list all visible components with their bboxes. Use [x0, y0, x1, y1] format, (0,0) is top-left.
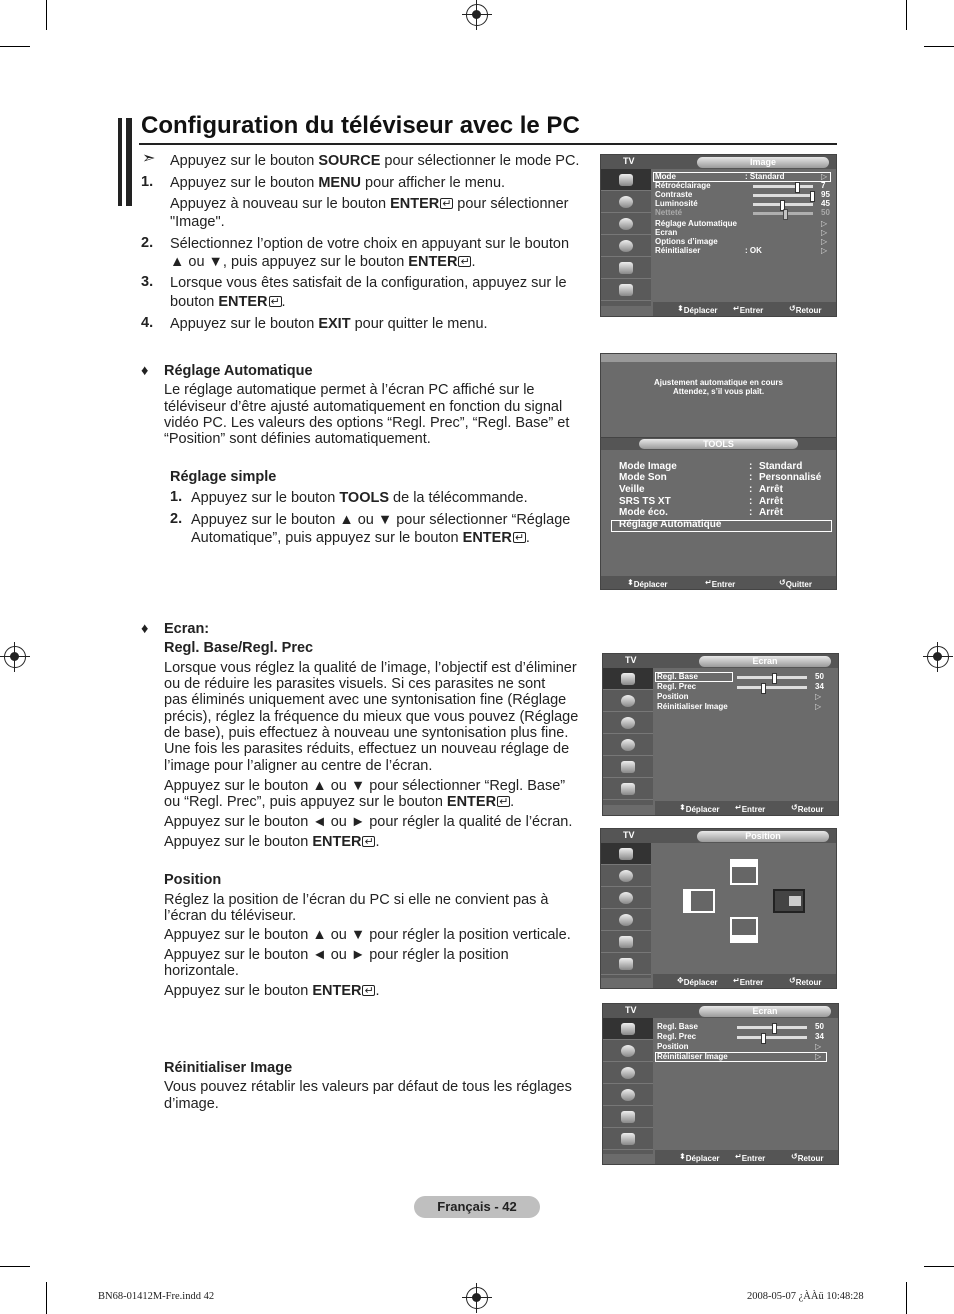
section-heading: Ecran:	[164, 621, 210, 637]
sidebar-item-channel[interactable]	[601, 213, 651, 235]
step-text: Appuyez sur le bouton MENU pour afficher le menu.	[170, 175, 506, 191]
return-hint: ↺ Retour	[791, 1152, 824, 1163]
enter-key-icon	[513, 532, 526, 543]
return-hint: ↺ Retour	[789, 976, 822, 987]
arrow-right-icon: ▷	[815, 702, 822, 711]
input-icon	[619, 936, 633, 948]
paragraph-line: l’écran du téléviseur.	[164, 908, 297, 924]
position-right-box[interactable]	[773, 889, 805, 913]
sidebar-item-sound[interactable]	[603, 690, 653, 712]
step-number: 1.	[141, 174, 154, 190]
sidebar-item-input[interactable]	[601, 931, 651, 953]
brightness-slider[interactable]	[753, 203, 813, 206]
step-text: "Image".	[170, 214, 225, 230]
sound-icon	[619, 870, 633, 882]
bullet-icon: ♦	[141, 621, 149, 637]
menu-item-screen[interactable]: Ecran	[655, 228, 678, 237]
sidebar-item-setup[interactable]	[601, 235, 651, 257]
paragraph-line: Vous pouvez rétablir les valeurs par défaut de tous les réglages	[164, 1079, 572, 1095]
slug-filename: BN68-01412M-Fre.indd 42	[98, 1291, 215, 1302]
move-hint: ⬍ Déplacer	[679, 803, 720, 814]
tools-item[interactable]: Mode éco. : Arrêt	[619, 507, 783, 518]
enter-key-icon	[362, 985, 375, 996]
return-hint: ↺ Retour	[791, 803, 824, 814]
subsection-heading: Réinitialiser Image	[164, 1060, 293, 1076]
sidebar-item-app[interactable]	[603, 1128, 653, 1150]
coarse-slider[interactable]	[737, 676, 807, 679]
arrow-up-icon	[730, 859, 758, 867]
paragraph-line: “Position” sont définies automatiquement.	[164, 431, 431, 447]
paragraph-line: Le réglage automatique permet à l’écran PC affiché sur le	[164, 382, 535, 398]
arrow-right-icon: ▷	[821, 172, 828, 181]
enter-key-icon	[458, 256, 471, 267]
paragraph-line: Appuyez sur le bouton ▲ ou ▼ pour sélectionner “Regl. Base”	[164, 778, 566, 794]
page-number-badge: Français - 42	[414, 1196, 540, 1218]
sidebar-item-channel[interactable]	[603, 712, 653, 734]
paragraph-line: Une fois les parasites réduits, effectuez un nouveau réglage de	[164, 741, 570, 757]
sound-icon	[621, 695, 635, 707]
sound-icon	[619, 196, 633, 208]
subsection-heading: Réglage simple	[170, 469, 277, 485]
crop-mark	[46, 1282, 47, 1314]
picture-icon	[621, 1023, 635, 1035]
menu-item-coarse[interactable]: Regl. Base 50	[657, 672, 824, 681]
gear-icon	[621, 739, 635, 751]
menu-title: Ecran	[699, 656, 831, 667]
position-down-box[interactable]	[730, 917, 758, 943]
menu-sidebar	[601, 843, 651, 978]
sidebar-item-setup[interactable]	[601, 909, 651, 931]
tv-screen-menu-reset	[602, 1003, 839, 1165]
sidebar-item-input[interactable]	[603, 1106, 653, 1128]
sidebar-item-picture[interactable]	[601, 169, 651, 191]
sidebar-item-input[interactable]	[603, 756, 653, 778]
menu-title: Image	[697, 157, 829, 168]
step-text: ▲ ou ▼, puis appuyez sur le bouton ENTER↵ .	[170, 253, 475, 271]
registration-mark-icon	[927, 646, 949, 668]
sharpness-slider	[753, 212, 813, 215]
menu-item-contrast[interactable]: Contraste 95	[655, 190, 830, 199]
menu-footer	[653, 974, 836, 988]
paragraph-line: l’image pour l’aligner au centre de l’écran.	[164, 758, 433, 774]
section-heading: Réglage Automatique	[164, 363, 313, 379]
enter-hint: ↵ Entrer	[705, 578, 736, 589]
sidebar-item-setup[interactable]	[603, 734, 653, 756]
menu-sidebar	[603, 1018, 653, 1154]
step-number: 3.	[141, 274, 154, 290]
progress-wait-message: Attendez, s’il vous plaît.	[672, 387, 765, 396]
menu-item-reset-image[interactable]: Réinitialiser Image	[657, 702, 728, 711]
arrow-right-icon: ▷	[821, 237, 828, 246]
menu-item-brightness[interactable]: Luminosité 45	[655, 199, 830, 208]
tools-item[interactable]: Mode Image : Standard	[619, 461, 803, 472]
paragraph-line: Appuyez sur le bouton ENTER↵ .	[164, 833, 380, 851]
step-text: Automatique”, puis appuyez sur le bouton ENTER↵ .	[191, 529, 530, 547]
application-icon	[619, 284, 633, 296]
arrow-down-icon	[730, 935, 758, 943]
sidebar-item-input[interactable]	[601, 257, 651, 279]
tools-item-auto-adjust[interactable]: Réglage Automatique	[619, 519, 722, 530]
sidebar-item-picture[interactable]	[603, 668, 653, 690]
gear-icon	[619, 914, 633, 926]
crop-mark	[0, 46, 30, 47]
arrow-right-icon: ▷	[815, 1042, 822, 1051]
sidebar-item-app[interactable]	[601, 279, 651, 301]
arrow-right-icon: ▷	[821, 228, 828, 237]
backlight-slider[interactable]	[753, 185, 813, 188]
arrow-right-icon: ▷	[815, 692, 822, 701]
menu-footer	[653, 302, 836, 316]
step-number: 4.	[141, 315, 154, 331]
move-hint: ⬍ Déplacer	[627, 578, 668, 589]
sidebar-item-setup[interactable]	[603, 1084, 653, 1106]
sidebar-item-app[interactable]	[603, 778, 653, 800]
contrast-slider[interactable]	[753, 194, 813, 197]
menu-title: Ecran	[699, 1006, 831, 1017]
tv-label: TV	[623, 156, 635, 166]
arrow-left-icon	[683, 889, 691, 913]
enter-key-icon	[269, 296, 282, 307]
enter-hint: ↵ Entrer	[735, 1152, 766, 1163]
enter-key-icon	[497, 796, 510, 807]
sidebar-item-channel[interactable]	[601, 887, 651, 909]
menu-item-auto-adjust[interactable]: Réglage Automatique	[655, 219, 737, 228]
menu-item-backlight[interactable]: Rétroéclairage 7	[655, 181, 826, 190]
menu-footer	[655, 801, 838, 815]
position-left-box[interactable]	[683, 889, 715, 913]
move-hint: ✥ Déplacer	[677, 976, 718, 987]
intro-note: Appuyez sur le bouton SOURCE pour sélectionner le mode PC.	[170, 153, 580, 169]
step-number: 2.	[141, 235, 154, 251]
paragraph-line: Appuyez sur le bouton ◄ ou ► pour régler la position	[164, 947, 509, 963]
tools-menu-screen	[600, 437, 837, 590]
progress-topbar	[601, 354, 836, 362]
step-text: Lorsque vous êtes satisfait de la configuration, appuyez sur le	[170, 275, 567, 291]
subsection-heading: Regl. Base/Regl. Prec	[164, 640, 314, 656]
enter-hint: ↵ Entrer	[733, 304, 764, 315]
paragraph-line: Appuyez sur le bouton ◄ ou ► pour régler la qualité de l’écran.	[164, 814, 573, 830]
paragraph-line: ou “Regl. Prec”, puis appuyez sur le bouton ENTER↵ .	[164, 793, 514, 811]
menu-item-reset-image[interactable]: Réinitialiser Image	[657, 1052, 728, 1061]
application-icon	[619, 958, 633, 970]
step-number: 1.	[170, 489, 183, 505]
registration-mark-icon	[466, 4, 488, 26]
registration-mark-icon	[4, 646, 26, 668]
menu-sidebar	[601, 169, 651, 306]
menu-item-fine[interactable]: Regl. Prec 34	[657, 682, 824, 691]
paragraph-line: Appuyez sur le bouton ENTER↵ .	[164, 982, 380, 1000]
application-icon	[621, 1133, 635, 1145]
menu-item-coarse[interactable]: Regl. Base 50	[657, 1022, 824, 1031]
picture-icon	[619, 848, 633, 860]
arrow-right-icon: ▷	[821, 246, 828, 255]
quit-hint: ↺ Quitter	[779, 578, 812, 589]
input-icon	[621, 1111, 635, 1123]
sidebar-item-sound[interactable]	[603, 1040, 653, 1062]
crop-mark	[924, 46, 954, 47]
picture-icon	[619, 174, 633, 186]
paragraph-line: vidéo PC. Les valeurs des options “Regl. Prec”, “Regl. Base” et	[164, 415, 570, 431]
crop-mark	[924, 1266, 954, 1267]
move-hint: ⬍ Déplacer	[679, 1152, 720, 1163]
enter-hint: ↵ Entrer	[735, 803, 766, 814]
arrow-right-icon: ▷	[821, 219, 828, 228]
position-up-box[interactable]	[730, 859, 758, 885]
picture-icon	[621, 673, 635, 685]
paragraph-line: de base), puis effectuez à nouveau une syntonisation plus fine.	[164, 725, 569, 741]
channel-icon	[619, 218, 633, 230]
progress-message: Ajustement automatique en cours	[654, 378, 783, 387]
sidebar-item-picture[interactable]	[601, 843, 651, 865]
channel-icon	[619, 892, 633, 904]
menu-item-picture-options[interactable]: Options d’image	[655, 237, 718, 246]
step-text: Appuyez sur le bouton EXIT pour quitter le menu.	[170, 316, 488, 332]
input-icon	[621, 761, 635, 773]
sidebar-item-sound[interactable]	[601, 865, 651, 887]
paragraph-line: Réglez la position de l’écran du PC si elle ne convient pas à	[164, 892, 549, 908]
menu-item-reset[interactable]: Réinitialiser : OK	[655, 246, 762, 255]
fine-slider[interactable]	[737, 686, 807, 689]
step-text: Appuyez à nouveau sur le bouton ENTER↵ pour sélectionner	[170, 195, 569, 213]
step-number: 2.	[170, 511, 183, 527]
enter-hint: ↵ Entrer	[733, 976, 764, 987]
tv-label: TV	[625, 655, 637, 665]
crop-mark	[906, 1282, 907, 1314]
input-icon	[619, 262, 633, 274]
tv-label: TV	[623, 830, 635, 840]
tv-image-menu-screen	[600, 154, 837, 317]
step-text: Appuyez sur le bouton ▲ ou ▼ pour sélectionner “Réglage	[191, 512, 571, 528]
sidebar-item-sound[interactable]	[601, 191, 651, 213]
menu-footer	[655, 1150, 838, 1164]
return-hint: ↺ Retour	[789, 304, 822, 315]
menu-item-position[interactable]: Position	[657, 1042, 689, 1051]
fine-slider[interactable]	[737, 1036, 807, 1039]
tools-footer	[601, 576, 836, 589]
tv-screen-menu-base	[602, 653, 839, 816]
paragraph-line: ou de réduire les parasites visuels. Si ces parasites ne sont	[164, 676, 546, 692]
page-title: Configuration du téléviseur avec le PC	[141, 112, 580, 139]
menu-item-fine[interactable]: Regl. Prec 34	[657, 1032, 824, 1041]
paragraph-line: Appuyez sur le bouton ▲ ou ▼ pour régler la position verticale.	[164, 927, 571, 943]
step-text: bouton ENTER↵ .	[170, 293, 286, 311]
gear-icon	[619, 240, 633, 252]
enter-key-icon	[440, 198, 453, 209]
crop-mark	[906, 0, 907, 30]
arrow-right-icon	[789, 896, 801, 906]
paragraph-line: téléviseur d’être ajusté automatiquement en fonction du signal	[164, 399, 563, 415]
crop-mark	[46, 0, 47, 30]
sidebar-item-picture[interactable]	[603, 1018, 653, 1040]
gear-icon	[621, 1089, 635, 1101]
bullet-icon: ♦	[141, 363, 149, 379]
tv-label: TV	[625, 1005, 637, 1015]
paragraph-line: pas éliminés uniquement avec une syntonisation fine (Réglage	[164, 692, 567, 708]
paragraph-line: d’image.	[164, 1096, 219, 1112]
move-hint: ⬍ Déplacer	[677, 304, 718, 315]
tools-item[interactable]: Mode Son : Personnalisé	[619, 472, 822, 483]
sidebar-item-channel[interactable]	[603, 1062, 653, 1084]
channel-icon	[621, 717, 635, 729]
step-text: Sélectionnez l’option de votre choix en appuyant sur le bouton	[170, 236, 570, 252]
paragraph-line: horizontale.	[164, 963, 239, 979]
slug-timestamp: 2008-05-07 ¿ÀÀü 10:48:28	[747, 1291, 864, 1302]
title-rule	[139, 143, 837, 145]
paragraph-line: précis), réglez la fréquence du mieux que vous pouvez (Réglage	[164, 709, 579, 725]
menu-title: Position	[697, 831, 829, 842]
note-arrow-icon: ➣	[142, 150, 156, 167]
title-bar-decoration	[118, 118, 132, 206]
tv-position-screen	[600, 828, 837, 989]
menu-item-mode[interactable]: Mode : Standard	[655, 172, 785, 181]
sound-icon	[621, 1045, 635, 1057]
tools-item[interactable]: Veille : Arrêt	[619, 484, 783, 495]
sidebar-item-app[interactable]	[601, 953, 651, 975]
menu-item-position[interactable]: Position	[657, 692, 689, 701]
tools-item[interactable]: SRS TS XT : Arrêt	[619, 496, 783, 507]
paragraph-line: Lorsque vous réglez la qualité de l’image, l’objectif est d’éliminer	[164, 660, 577, 676]
tools-title: TOOLS	[639, 439, 798, 449]
coarse-slider[interactable]	[737, 1026, 807, 1029]
subsection-heading: Position	[164, 872, 222, 888]
application-icon	[621, 783, 635, 795]
arrow-right-icon: ▷	[815, 1052, 822, 1061]
menu-sidebar	[603, 668, 653, 805]
channel-icon	[621, 1067, 635, 1079]
crop-mark	[0, 1266, 30, 1267]
step-text: Appuyez sur le bouton TOOLS de la télécommande.	[191, 490, 528, 506]
menu-item-sharpness: Netteté 50	[655, 208, 830, 217]
enter-key-icon	[362, 836, 375, 847]
registration-mark-icon	[466, 1287, 488, 1309]
